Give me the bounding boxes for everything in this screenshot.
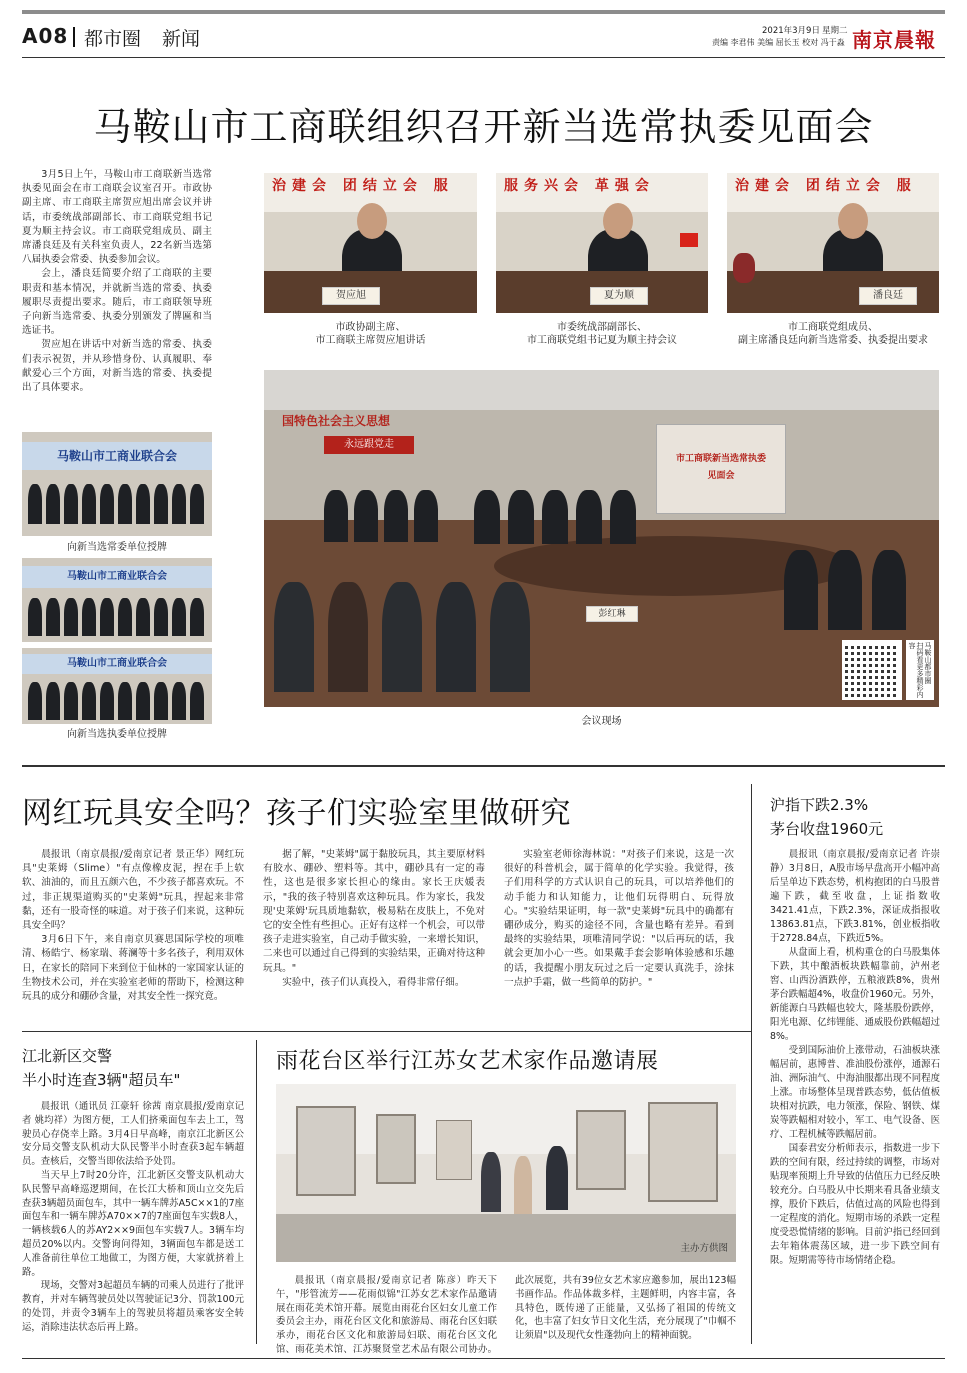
- photo-pan-liangting: 治建会 团结立会 服 潘良廷: [727, 173, 939, 313]
- issue-date: 2021年3月9日: [762, 26, 820, 36]
- bottom-rule: [22, 1358, 945, 1359]
- photo-caption-1: 市政协副主席、 市工商联主席贺应旭讲话: [315, 322, 426, 346]
- article5-headline: 雨花台区举行江苏女艺术家作品邀请展: [276, 1049, 659, 1074]
- photo-xia-weishun: 服务兴会 革强会 夏为顺: [496, 173, 708, 313]
- article4-body: [22, 1100, 244, 1335]
- article3-body: [770, 848, 940, 1268]
- lower-rule: [22, 1031, 751, 1032]
- article2-col2: [263, 848, 485, 990]
- article4-paragraph: 当天早上7时20分许，江北新区交警支队机动大队民警早高峰巡逻期间，在长江大桥和顶山立交先后查获3辆超员面包车，其中一辆车牌苏A5C××1的7座面包车和一辆车牌苏A70××7的7座面包车实载8人，一辆核载6人的苏AY2××9面包车实载7人。3辆车均超员20%以内。交警询问得知，3辆面包车都是送工人准备前往单位工地做工，为图方便，大家就挤着上路。: [22, 1169, 244, 1278]
- article4-paragraph: 晨报讯（通讯员 江豪轩 徐茜 南京晨报/爱南京记者 姚均祥）为图方便，工人们挤乘面包车去上工，驾驶员心存侥幸上路。3月4日早高峰，南京江北新区公安分局交警支队机动大队民警半小时查获3起车辆超员。查核后，交警当即依法给予处罚。: [22, 1101, 244, 1168]
- article2-paragraph: 晨报讯（南京晨报/爱南京记者 景正华）网红玩具"史莱姆（Slime）"有点像橡皮泥，捏在手上软软、油油的，而且五颜六色，不少孩子都喜欢玩。不过，非正规渠道购买的"史莱姆"玩具，捏起来非常黏，还有一股奇怪的味道。对于孩子们来说，这种玩具安全吗？: [22, 849, 244, 932]
- qr-label: 马鞍山都市圈 扫码看更多精彩内容: [908, 642, 932, 698]
- article1-body: [22, 168, 212, 395]
- article3-paragraph: 从盘面上看，机构重仓的白马股集体下跌，其中酿酒板块跌幅靠前，泸州老窖、山西汾酒跌停，五粮液跌8%，贵州茅台跌幅超4%，收盘价1960元。另外，新能源白马跌幅也较大，隆基股份跌停，阳光电源、亿纬锂能、通威股份跌幅超过8%。: [770, 947, 940, 1042]
- top-bar: [22, 10, 945, 14]
- article3-paragraph: 受到国际油价上涨带动，石油板块涨幅居前，惠博普、准油股份涨停，通源石油、洲际油气、中海油服都出现不同程度上涨。市场整体呈现普跌态势，低估值板块相对抗跌，电力领涨，保险、钢铁、煤炭等跌幅相对较小，军工、电气设备、医疗、工程机械等跌幅居前。: [770, 1045, 940, 1140]
- article3-headline: 沪指下跌2.3% 茅台收盘1960元: [770, 796, 884, 838]
- masthead-logo: 南京晨報: [852, 28, 936, 52]
- side-photo-awarding-2: 马鞍山市工商业联合会: [22, 558, 212, 642]
- article2-col1: [22, 848, 244, 1004]
- column-rule: [751, 784, 752, 1344]
- photo-caption-3: 市工商联党组成员、 副主席潘良廷向新当选常委、执委提出要求: [738, 322, 928, 346]
- photo-meeting-scene: 国特色社会主义思想 永远跟党走 市工商联新当选常执委 见面会 彭红琳 马鞍山都市圈 扫码看更多精彩内容: [264, 370, 939, 707]
- meeting-caption: 会议现场: [581, 716, 622, 727]
- header-rule: [22, 57, 945, 58]
- article4-paragraph: 现场，交警对3起超员车辆的司乘人员进行了批评教育，并对车辆驾驶员处以驾驶证记3分、罚款100元的处罚，并责令3辆车上的驾驶员将超员乘客安全转运，消除违法状态后再上路。: [22, 1280, 244, 1333]
- side-photo-awarding-3: 马鞍山市工商业联合会: [22, 648, 212, 724]
- side-photo-awarding-1: 马鞍山市工商业联合会: [22, 432, 212, 536]
- section-rule: [22, 765, 945, 767]
- issue-weekday: 星期二: [822, 26, 848, 36]
- photo-he-yingxu: 治建会 团结立会 服 贺应旭: [264, 173, 477, 313]
- article4-headline: 江北新区交警 半小时连查3辆"超员车": [22, 1047, 181, 1089]
- article2-paragraph: 实验室老师徐海林说："对孩子们来说，这是一次很好的科普机会，属于简单的化学实验。我觉得，孩子们用科学的方式认识自己的玩具，可以培养他们的动手能力和认知能力，让他们玩得明白、玩得放心。"实验结果证明，每一款"史莱姆"玩具中的确都有硼砂成分，购买的途径不同，含量也略有差异。看到最终的实验结果，项唯清同学说："以后再玩的话，我就会更加小心一些。如果戴手套会影响体验感和乐趣的话，我提醒小朋友玩过之后一定要认真洗手，涂抹一点护手霜，做一些简单的防护。": [504, 849, 734, 988]
- side-photo-caption-1: 向新当选常委单位授牌: [67, 542, 167, 553]
- page-header: [22, 22, 945, 52]
- article1-paragraph: 3月5日上午，马鞍山市工商联新当选常执委见面会在市工商联会议室召开。市政协副主席、市工商联主席贺应旭出席会议并讲话，市委统战部副部长、市工商联党组书记夏为顺主持会议。市工商联党组成员、副主席潘良廷及有关科室负责人，22名新当选第八届执委会常委、执委参加会议。: [22, 169, 212, 266]
- page-number: A08: [22, 24, 69, 48]
- editor-credits: 责编 李君伟 美编 屈长玉 校对 冯于淼: [712, 38, 845, 47]
- photo-caption-2: 市委统战部副部长、 市工商联党组书记夏为顺主持会议: [527, 322, 677, 346]
- article2-headline: 网红玩具安全吗？孩子们实验室里做研究: [22, 796, 571, 831]
- article3-paragraph: 晨报讯（南京晨报/爱南京记者 许崇静）3月8日，A股市场早盘高开小幅冲高后呈单边下跌态势，机构抱团的白马股普遍下跌，截至收盘，上证指数收3421.41点，下跌2.3%，深证成指报收13863.81点，下跌3.81%，创业板指收于2728.84点，下跌近5%。: [770, 849, 940, 944]
- inner-column-rule: [256, 1040, 257, 1344]
- section-name: 都市圈: [84, 28, 142, 50]
- article2-paragraph: 据了解，"史莱姆"属于黏胶玩具，其主要原材料有胶水、硼砂、塑料等。其中，硼砂具有一定的毒性，这也是很多家长担心的缘由。家长王庆媛表示，"我的孩子特别喜欢这种玩具。作为家长，我发现'史莱姆'玩具质地黏软，极易粘在皮肤上，不免对它的安全性有些担心。正好有这样一个机会，可以带孩子走进实验室，自己动手做实验，一来增长知识，二来也可以通过自己得到的实验结果，正确对待这种玩具。": [263, 849, 485, 974]
- article1-paragraph: 会上，潘良廷简要介绍了工商联的主要职责和基本情况，并就新当选的常委、执委履职尽责提出要求。随后，市工商联领导班子向新当选常委、执委分别颁发了牌匾和当选证书。: [22, 268, 212, 337]
- qr-code: [842, 640, 902, 700]
- article2-paragraph: 3月6日下午，来自南京贝赛思国际学校的项唯清、杨皓宁、杨家瑞、蒋澜等十多名孩子，利用双休日，在家长的陪同下来到位于仙林的一家国家认证的生物技术公司，并在实验室老师的帮助下，检测这种玩具的成分和硼砂含量，对其安全性一探究竟。: [22, 934, 244, 1003]
- header-divider: [73, 27, 75, 47]
- article5-paragraph: 晨报讯（南京晨报/爱南京记者 陈彦）昨天下午，"彤管流芳——花雨似锦"江苏女艺术家作品邀请展在雨花美术馆开幕。展览由雨花台区妇女儿童工作委员会主办，雨花台区文化和旅游局、雨花台区妇联承办，雨花台区文化和旅游局妇联、雨花台区文化馆、雨花美术馆、江苏聚贤堂艺术品有限公司协办。此次展览，共有39位女艺术家应邀参加，展出123幅书画作品。作品体裁多样，主题鲜明，内容丰富，各具特色，既传递了正能量，又弘扬了祖国的传统文化，也丰富了妇女节日文化生活，充分展现了"巾帼不让须眉"以及现代女性蓬勃向上的精神面貌。: [276, 1275, 736, 1355]
- article2-paragraph: 实验中，孩子们认真投入，看得非常仔细。: [282, 976, 465, 988]
- projection-screen: 市工商联新当选常执委 见面会: [656, 424, 786, 514]
- article5-body: [276, 1274, 736, 1357]
- article3-paragraph: 国泰君安分析师表示，指数进一步下跌的空间有限，经过持续的调整，市场对贴现率预期上升导致的估值压力已经反映较充分。白马股从中长期来看具备业绩支撑，股价下跌后，估值过高的风险也得到一定程度的消化。短期市场的杀跌一定程度受恐慌情绪的影响。目前沪指已经回到去年箱体震荡区域，进一步下跌空间有限。短期需等待市场情绪企稳。: [770, 1143, 940, 1266]
- subsection-name: 新闻: [162, 28, 201, 50]
- article2-col3: [504, 848, 734, 990]
- side-photo-caption-3: 向新当选执委单位授牌: [67, 729, 167, 740]
- article1-paragraph: 贺应旭在讲话中对新当选的常委、执委们表示祝贺，并从珍惜身份、认真履职、奉献爱心三个方面，对新当选的常委、执委提出了具体要求。: [22, 339, 212, 394]
- article1-headline: 马鞍山市工商联组织召开新当选常执委见面会: [93, 105, 874, 149]
- photo-art-exhibition: [276, 1084, 736, 1262]
- photo-credit: 主办方供图: [680, 1243, 728, 1254]
